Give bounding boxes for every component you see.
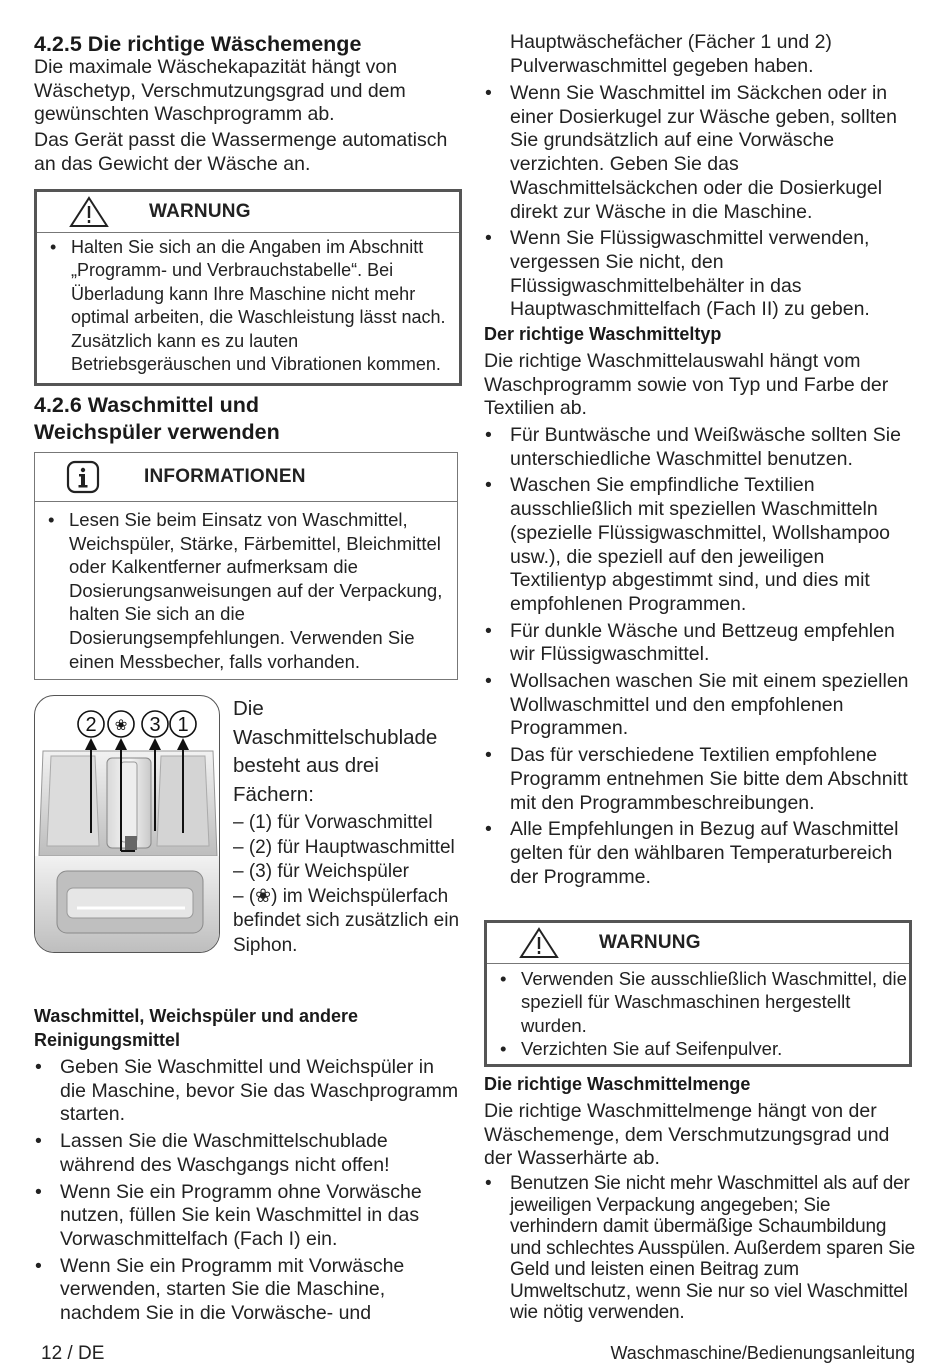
compartment-label-3: 3: [149, 714, 161, 736]
paragraph-detergent-amount: Die richtige Waschmittelmenge hängt von der Wäschemenge, dem Verschmutzungsgrad und der Wasserhärte ab.: [484, 1100, 890, 1170]
drawer-line-2: – (2) für Hauptwaschmittel: [233, 836, 455, 858]
list-item: • Wenn Sie Flüssigwaschmittel verwenden, vergessen Sie nicht, den Flüssigwaschmittelbehälter in das Hauptwaschmittelfach (Fach II) zu geben.: [484, 227, 918, 322]
drawer-intro: Die Waschmittelschublade besteht aus drei Fächern:: [233, 697, 438, 806]
warning-title: WARNUNG: [599, 932, 701, 953]
warning-list: [499, 967, 909, 1061]
list-item: • Lesen Sie beim Einsatz von Waschmittel, Weichspüler, Stärke, Färbemittel, Bleichmittel oder Kalkentferner aufmerksam die Dosierungsanweisungen auf der Verpackung, halten Sie sich an die Dosierungsempfehlungen. Verwenden Sie einen Messbecher, falls vorhanden.: [47, 508, 449, 673]
list-item: • Wenn Sie ein Programm ohne Vorwäsche nutzen, füllen Sie kein Waschmittel in das Vorwaschmittelfach (Fach I) ein.: [34, 1181, 462, 1252]
list-item: • Für dunkle Wäsche und Bettzeug empfehlen wir Flüssigwaschmittel.: [484, 620, 918, 667]
detergent-type-bullets: [484, 424, 918, 889]
list-item: • Waschen Sie empfindliche Textilien ausschließlich mit speziellen Waschmitteln (spezielle Flüssigwaschmittel, Wollshampoo usw.), die speziell auf den jeweiligen Textilientyp abgestimmt sind, und dies mit empfohlenen Programmen.: [484, 474, 918, 616]
information-box: [34, 452, 458, 680]
list-item: • Halten Sie sich an die Angaben im Abschnitt „Programm- und Verbrauchstabelle“. Bei Überladung kann Ihre Maschine nicht mehr optimal arbeiten, die Waschleistung lässt nach. Zusätzlich kann es zu lauten Betriebsgeräuschen und Vibrationen kommen.: [49, 236, 457, 376]
list-item: • Wenn Sie ein Programm mit Vorwäsche verwenden, starten Sie die Maschine, nachdem Sie in die Vorwäsche- und: [34, 1255, 462, 1326]
list-item: • Verwenden Sie ausschließlich Waschmittel, die speziell für Waschmaschinen hergestellt wurden.: [499, 967, 909, 1037]
warning-title: WARNUNG: [149, 201, 251, 222]
detergent-bullets: [34, 1056, 462, 1326]
section-title-4-2-5: 4.2.5 Die richtige Wäschemenge: [34, 32, 362, 56]
info-header: [35, 453, 457, 502]
subheading-detergent-type: Der richtige Waschmitteltyp: [484, 324, 722, 344]
list-item: • Für Buntwäsche und Weißwäsche sollten Sie unterschiedliche Waschmittel benutzen.: [484, 424, 918, 471]
compartment-label-siphon: ❀: [114, 717, 128, 734]
page-number: 12 / DE: [41, 1343, 105, 1364]
list-item: • Wenn Sie Waschmittel im Säckchen oder in einer Dosierkugel zur Wäsche geben, sollten Sie grundsätzlich auf eine Vorwäsche verzichten. Geben Sie das Waschmittelsäckchen oder die Dosierkugel direkt zur Wäsche in die Maschine.: [484, 82, 918, 224]
paragraph-detergent-type: Die richtige Waschmittelauswahl hängt vom Waschprogramm sowie von Typ und Farbe der Textilien ab.: [484, 350, 889, 420]
list-item: • Alle Empfehlungen in Bezug auf Waschmittel gelten für den wählbaren Temperaturbereich der Programme.: [484, 818, 918, 889]
section-title-4-2-6-line1: 4.2.6 Waschmittel und: [34, 393, 260, 417]
drawer-drawing: [35, 696, 220, 953]
subheading-detergent-amount: Die richtige Waschmittelmenge: [484, 1074, 751, 1094]
paragraph-capacity: Die maximale Wäschekapazität hängt von Wäschetyp, Verschmutzungsgrad und dem gewünschten Waschprogramm ab.: [34, 56, 406, 126]
warning-box-detergent: [484, 920, 912, 1067]
drawer-line-4: – (❀) im Weichspülerfach befindet sich zusätzlich ein Siphon.: [233, 885, 460, 956]
drawer-line-1: – (1) für Vorwaschmittel: [233, 812, 433, 833]
dosing-bullets: [484, 82, 918, 322]
info-title: INFORMATIONEN: [144, 466, 306, 487]
section-title-4-2-6-line2: Weichspüler verwenden: [34, 420, 280, 444]
drawer-line-3: – (3) für Weichspüler: [233, 861, 409, 883]
info-list: [47, 508, 449, 673]
warning-triangle-icon: [69, 196, 109, 228]
list-item: • Geben Sie Waschmittel und Weichspüler in die Maschine, bevor Sie das Waschprogramm starten.: [34, 1056, 462, 1127]
paragraph-water: Das Gerät passt die Wassermenge automatisch an das Gewicht der Wäsche an.: [34, 129, 448, 175]
warning-header: [487, 923, 909, 964]
detergent-amount-bullets: [484, 1173, 918, 1324]
list-item: • Verzichten Sie auf Seifenpulver.: [499, 1037, 909, 1060]
compartment-label-2: 2: [85, 714, 97, 736]
warning-triangle-icon: [519, 927, 559, 959]
warning-list: [49, 236, 457, 376]
detergent-drawer-illustration: [34, 695, 220, 953]
subheading-detergents: Waschmittel, Weichspüler und andere Reinigungsmittel: [34, 1006, 359, 1050]
list-item: • Wollsachen waschen Sie mit einem speziellen Wollwaschmittel und den empfohlenen Programmen.: [484, 670, 918, 741]
list-item: • Das für verschiedene Textilien empfohlene Programm entnehmen Sie bitte dem Abschnitt mit den Programmbeschreibungen.: [484, 744, 918, 815]
info-icon: [66, 460, 100, 494]
warning-header: [37, 192, 459, 233]
document-title: Waschmaschine/Bedienungsanleitung: [610, 1343, 915, 1363]
list-item: • Lassen Sie die Waschmittelschublade während des Waschgangs nicht offen!: [34, 1130, 462, 1177]
compartment-label-1: 1: [177, 714, 189, 736]
warning-box-overload: [34, 189, 462, 386]
list-item: • Benutzen Sie nicht mehr Waschmittel als auf der jeweiligen Verpackung angegeben; Sie verhindern damit übermäßige Schaumbildung und schlechtes Ausspülen. Außerdem sparen Sie Geld und leisten einen Beitrag zum Umweltschutz, wenn Sie nur so viel Waschmittel wie nötig verwenden.: [484, 1173, 918, 1324]
continuation-text: Hauptwäschefächer (Fächer 1 und 2) Pulverwaschmittel gegeben haben.: [510, 31, 832, 77]
drawer-description: [233, 695, 463, 959]
